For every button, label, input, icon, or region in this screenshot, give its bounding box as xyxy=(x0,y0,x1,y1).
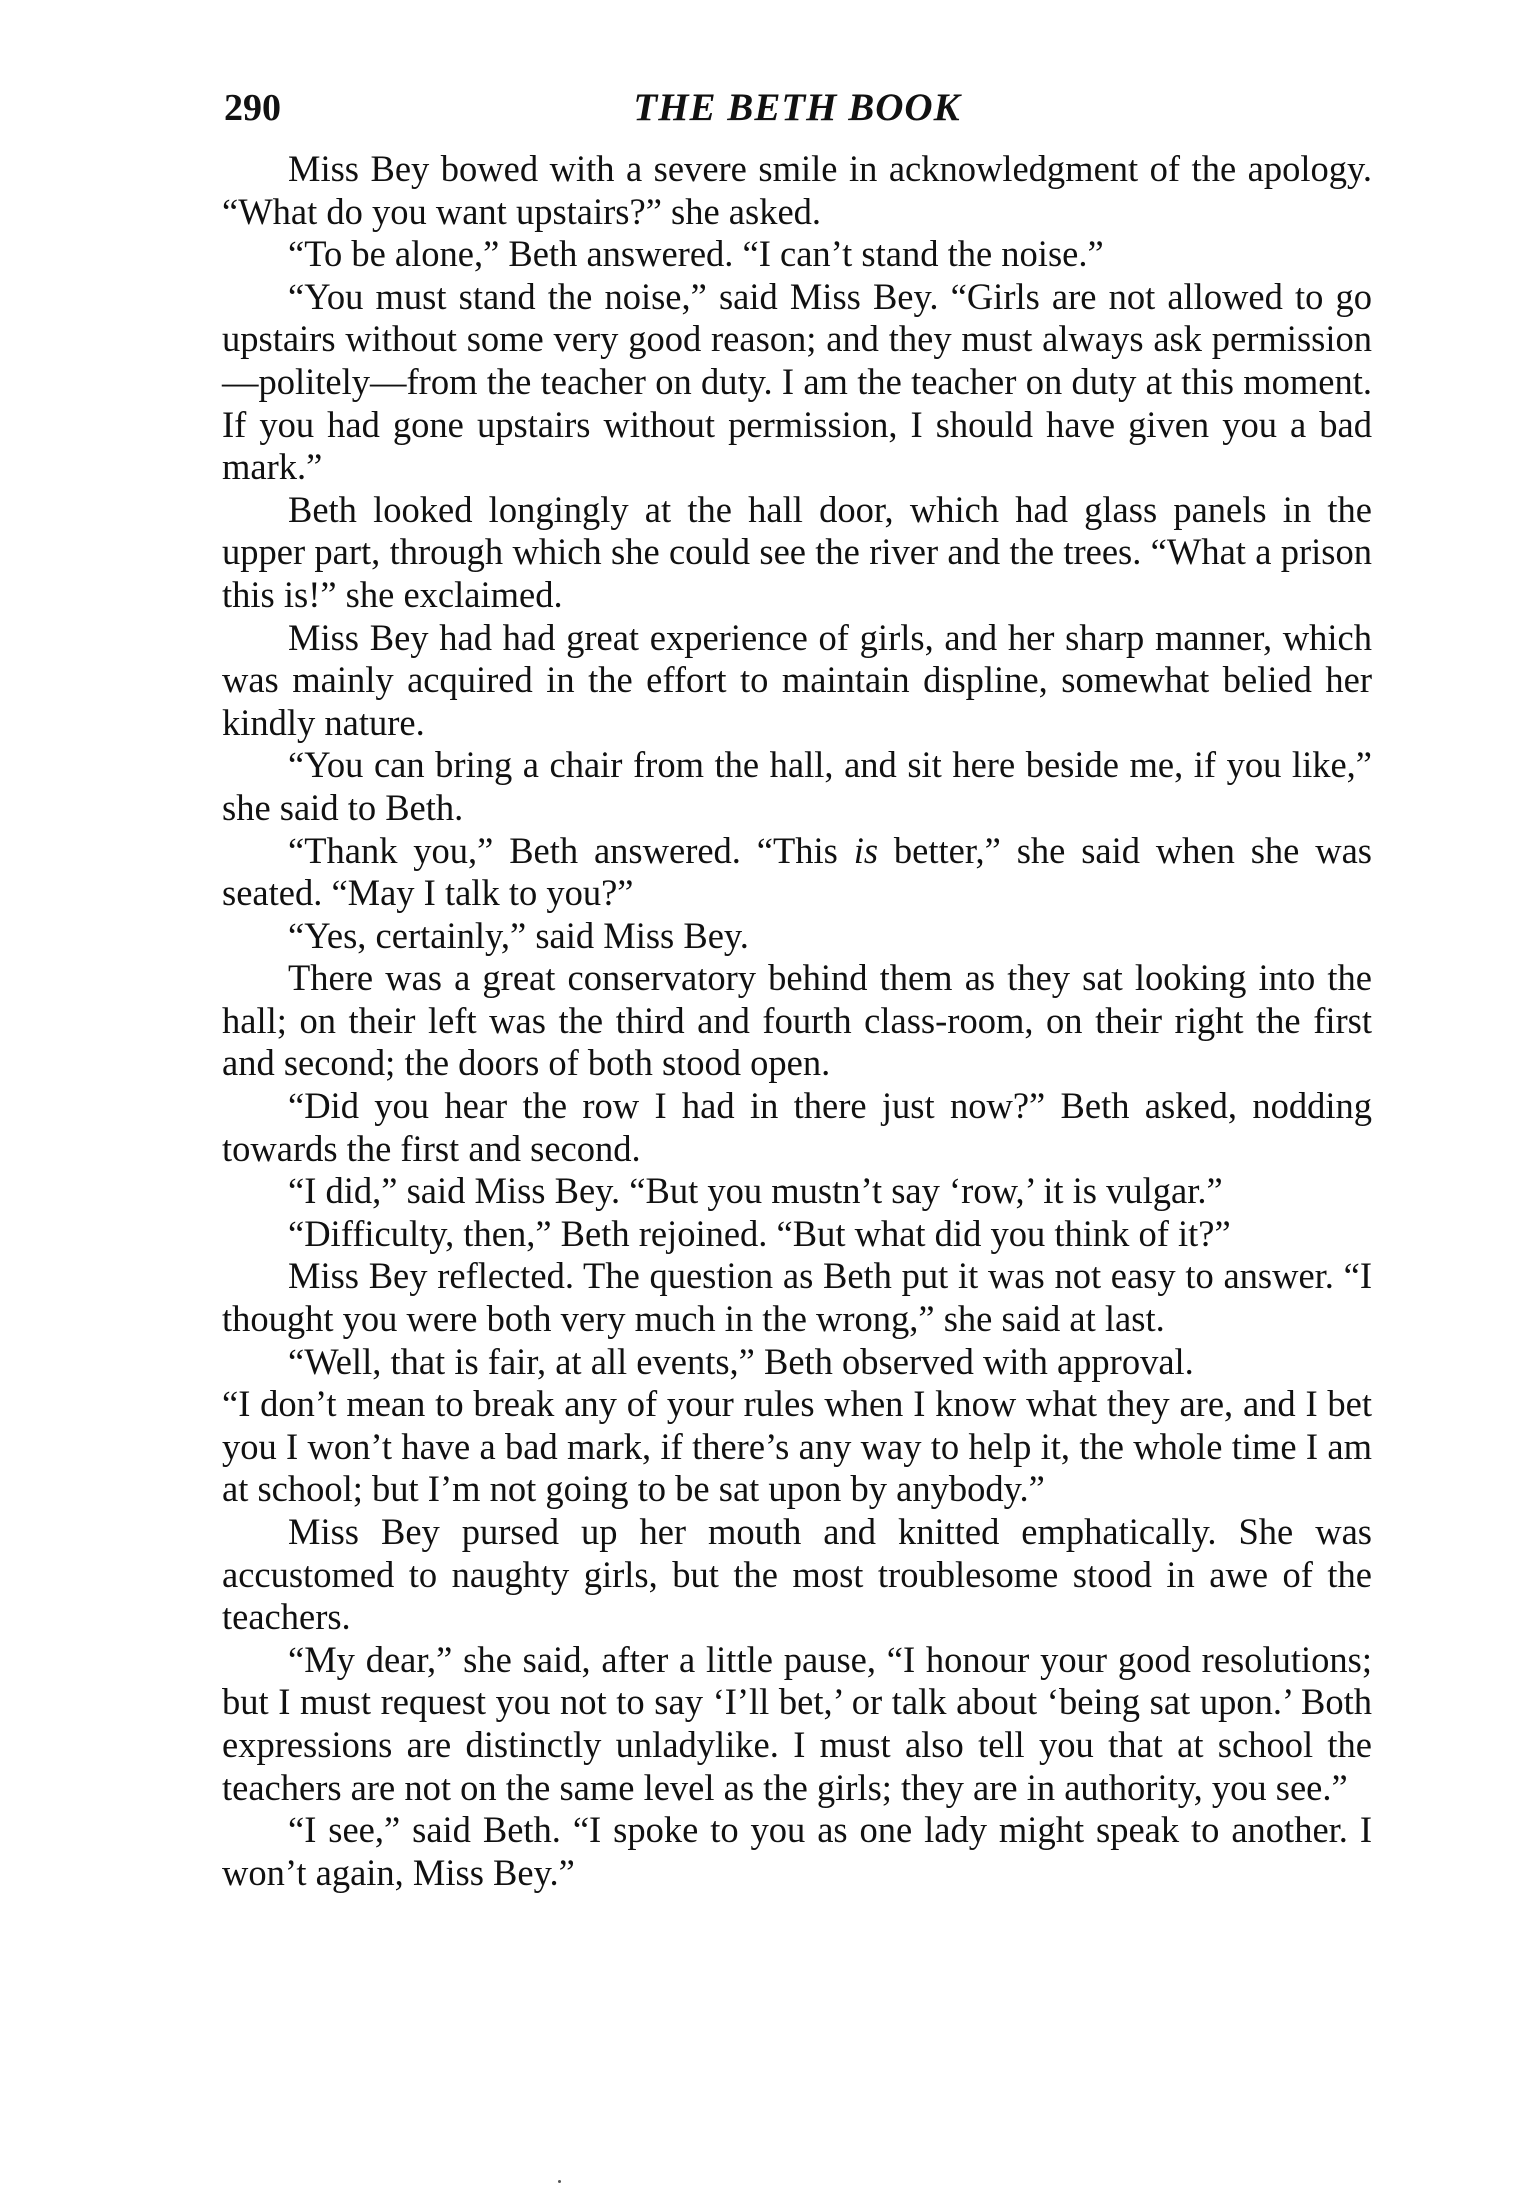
paragraph: “I see,” said Beth. “I spoke to you as one lady might speak to another. I won’t again, Miss Bey.” xyxy=(222,1809,1372,1893)
paragraph: “I don’t mean to break any of your rules when I know what they are, and I bet you I won’t have a bad mark, if there’s any way to help it, the whole time I am at school; but I’m not going to be sat upon by anybody.” xyxy=(222,1383,1372,1510)
paragraph xyxy=(222,830,1372,915)
page-number: 290 xyxy=(224,87,281,129)
text-run: “Thank you,” Beth answered. “This xyxy=(288,829,854,871)
paragraph: “Well, that is fair, at all events,” Beth observed with approval. xyxy=(288,1340,1194,1382)
paragraph: Miss Bey bowed with a severe smile in acknowledgment of the apology. “What do you want upstairs?” she asked. xyxy=(222,148,1372,232)
running-head xyxy=(222,80,1372,136)
paragraph: “My dear,” she said, after a little pause, “I honour your good resolutions; but I must request you not to say ‘I’ll bet,’ or talk about ‘being sat upon.’ Both expressions are distinctly unladylike. I must also tell you that at school the teachers are not on the same level as the girls; they are in authority, you see.” xyxy=(222,1638,1372,1808)
paragraph: Miss Bey reflected. The question as Beth put it was not easy to answer. “I thought you were both very much in the wrong,” she said at last. xyxy=(222,1255,1372,1340)
paragraph: Beth looked longingly at the hall door, which had glass panels in the upper part, through which she could see the river and the trees. “What a prison this is!” she exclaimed. xyxy=(222,488,1372,615)
running-title: THE BETH BOOK xyxy=(633,86,961,129)
paragraph: “You can bring a chair from the hall, and sit here beside me, if you like,” she said to Beth. xyxy=(222,744,1372,828)
paragraph: “To be alone,” Beth answered. “I can’t stand the noise.” xyxy=(288,233,1104,275)
paragraph: “Difficulty, then,” Beth rejoined. “But what did you think of it?” xyxy=(288,1212,1231,1254)
paragraph: Miss Bey pursed up her mouth and knitted emphatically. She was accustomed to naughty girls, but the most troublesome stood in awe of the teachers. xyxy=(222,1511,1372,1638)
paragraph: There was a great conservatory behind them as they sat looking into the hall; on their left was the third and fourth class-room, on their right the first and second; the doors of both stood open. xyxy=(222,957,1372,1084)
paragraph: “You must stand the noise,” said Miss Bey. “Girls are not allowed to go upstairs without some very good reason; and they must always ask permission—politely—from the teacher on duty. I am the teacher on duty at this moment. If you had gone upstairs without permission, I should have given you a bad mark.” xyxy=(222,275,1372,488)
paragraph: Miss Bey had had great experience of girls, and her sharp manner, which was mainly acquired in the effort to maintain displine, somewhat belied her kindly nature. xyxy=(222,616,1372,743)
paragraph: “Yes, certainly,” said Miss Bey. xyxy=(288,914,749,956)
text-run: better,” she said when she was seated. “May I talk to you?” xyxy=(222,829,1372,914)
emphasized-text: is xyxy=(853,829,879,871)
print-speck xyxy=(558,2180,561,2183)
paragraph: “I did,” said Miss Bey. “But you mustn’t say ‘row,’ it is vulgar.” xyxy=(288,1170,1223,1212)
paragraph: “Did you hear the row I had in there just now?” Beth asked, nodding towards the first and second. xyxy=(222,1085,1372,1169)
text-body xyxy=(222,148,1372,1894)
book-page xyxy=(222,80,1372,1894)
